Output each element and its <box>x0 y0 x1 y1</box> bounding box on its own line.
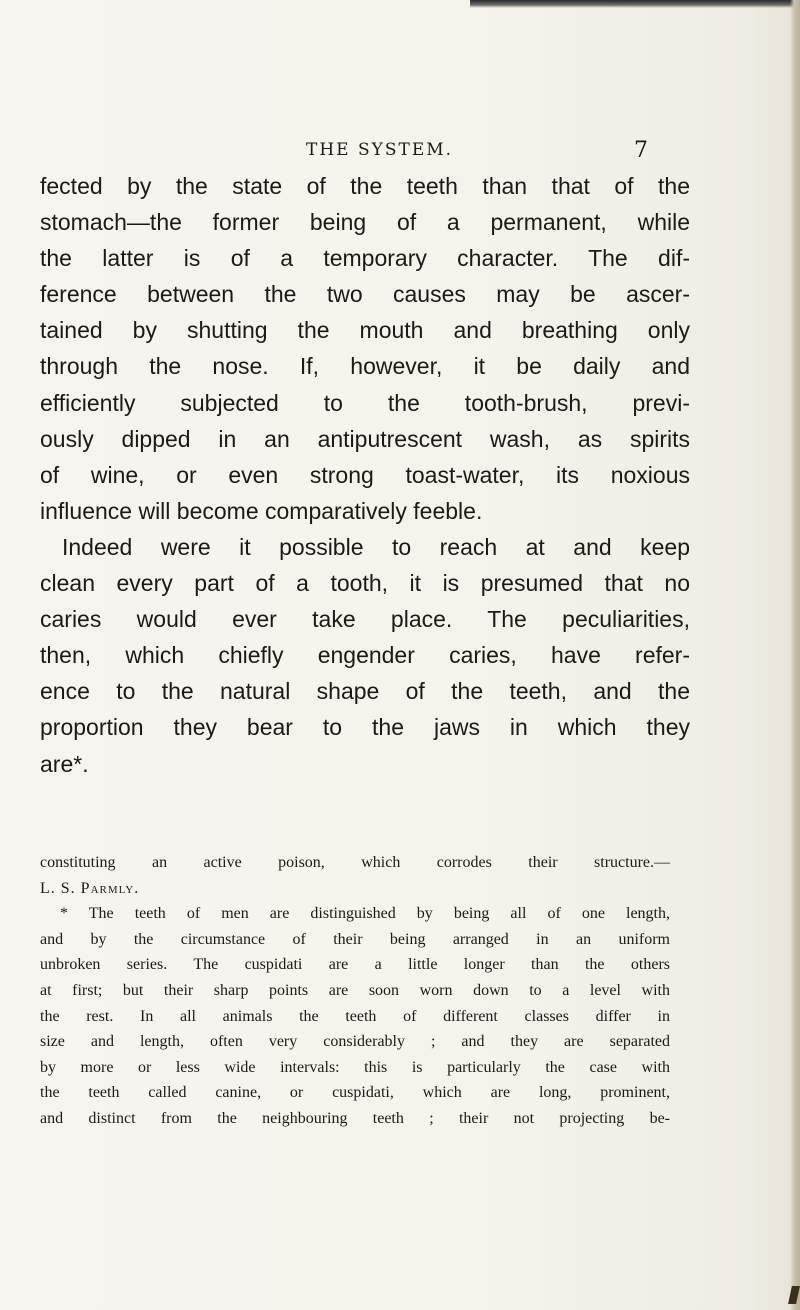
footnote-line: size and length, often very considerably ; and they are separated <box>40 1033 670 1051</box>
footnote-line: constituting an active poison, which corrodes their structure.— <box>40 854 670 871</box>
body-line: ously dipped in an antiputrescent wash, as spirits <box>40 425 690 452</box>
body-line: the latter is of a temporary character. The dif- <box>40 245 690 272</box>
body-line: Indeed were it possible to reach at and keep <box>62 533 690 560</box>
body-line: tained by shutting the mouth and breathing only <box>40 317 690 344</box>
footnote-line: by more or less wide intervals: this is particularly the case with <box>40 1058 670 1076</box>
body-line: then, which chiefly engender caries, have refer- <box>40 642 690 669</box>
body-line: clean every part of a tooth, it is presumed that no <box>40 570 690 597</box>
body-line: of wine, or even strong toast-water, its noxious <box>40 461 690 488</box>
page-right-edge-shadow <box>790 0 800 1310</box>
body-line: are*. <box>40 750 89 777</box>
footnote-line: at first; but their sharp points are soon worn down to a level with <box>40 981 670 999</box>
footnote-line: the teeth called canine, or cuspidati, which are long, prominent, <box>40 1084 670 1102</box>
body-line: ference between the two causes may be ascer- <box>40 281 690 308</box>
footnote-line: * The teeth of men are distinguished by being all of one length, <box>60 905 670 923</box>
body-line: efficiently subjected to the tooth-brush, previ- <box>40 389 690 416</box>
running-head: THE SYSTEM. <box>306 140 454 160</box>
footnote-line: and distinct from the neighbouring teeth ; their not projecting be- <box>40 1109 670 1127</box>
footnote-line: unbroken series. The cuspidati are a little longer than the others <box>40 956 670 974</box>
body-line: proportion they bear to the jaws in which they <box>40 714 690 741</box>
page-number: 7 <box>634 138 648 163</box>
footnotes <box>40 850 670 1132</box>
main-text <box>40 168 690 782</box>
body-line: stomach—the former being of a permanent, while <box>40 209 690 236</box>
body-line: influence will become comparatively feeble. <box>40 497 483 524</box>
body-line: through the nose. If, however, it be daily and <box>40 353 690 380</box>
body-line: caries would ever take place. The peculiarities, <box>40 606 690 633</box>
footnote-line: the rest. In all animals the teeth of different classes differ in <box>40 1007 670 1025</box>
footnote-attribution: L. S. Parmly. <box>40 879 140 897</box>
footnote-line: and by the circumstance of their being arranged in an uniform <box>40 930 670 948</box>
page-top-edge-shadow <box>470 0 800 8</box>
body-line: fected by the state of the teeth than that of the <box>40 173 690 199</box>
body-line: ence to the natural shape of the teeth, and the <box>40 678 690 705</box>
